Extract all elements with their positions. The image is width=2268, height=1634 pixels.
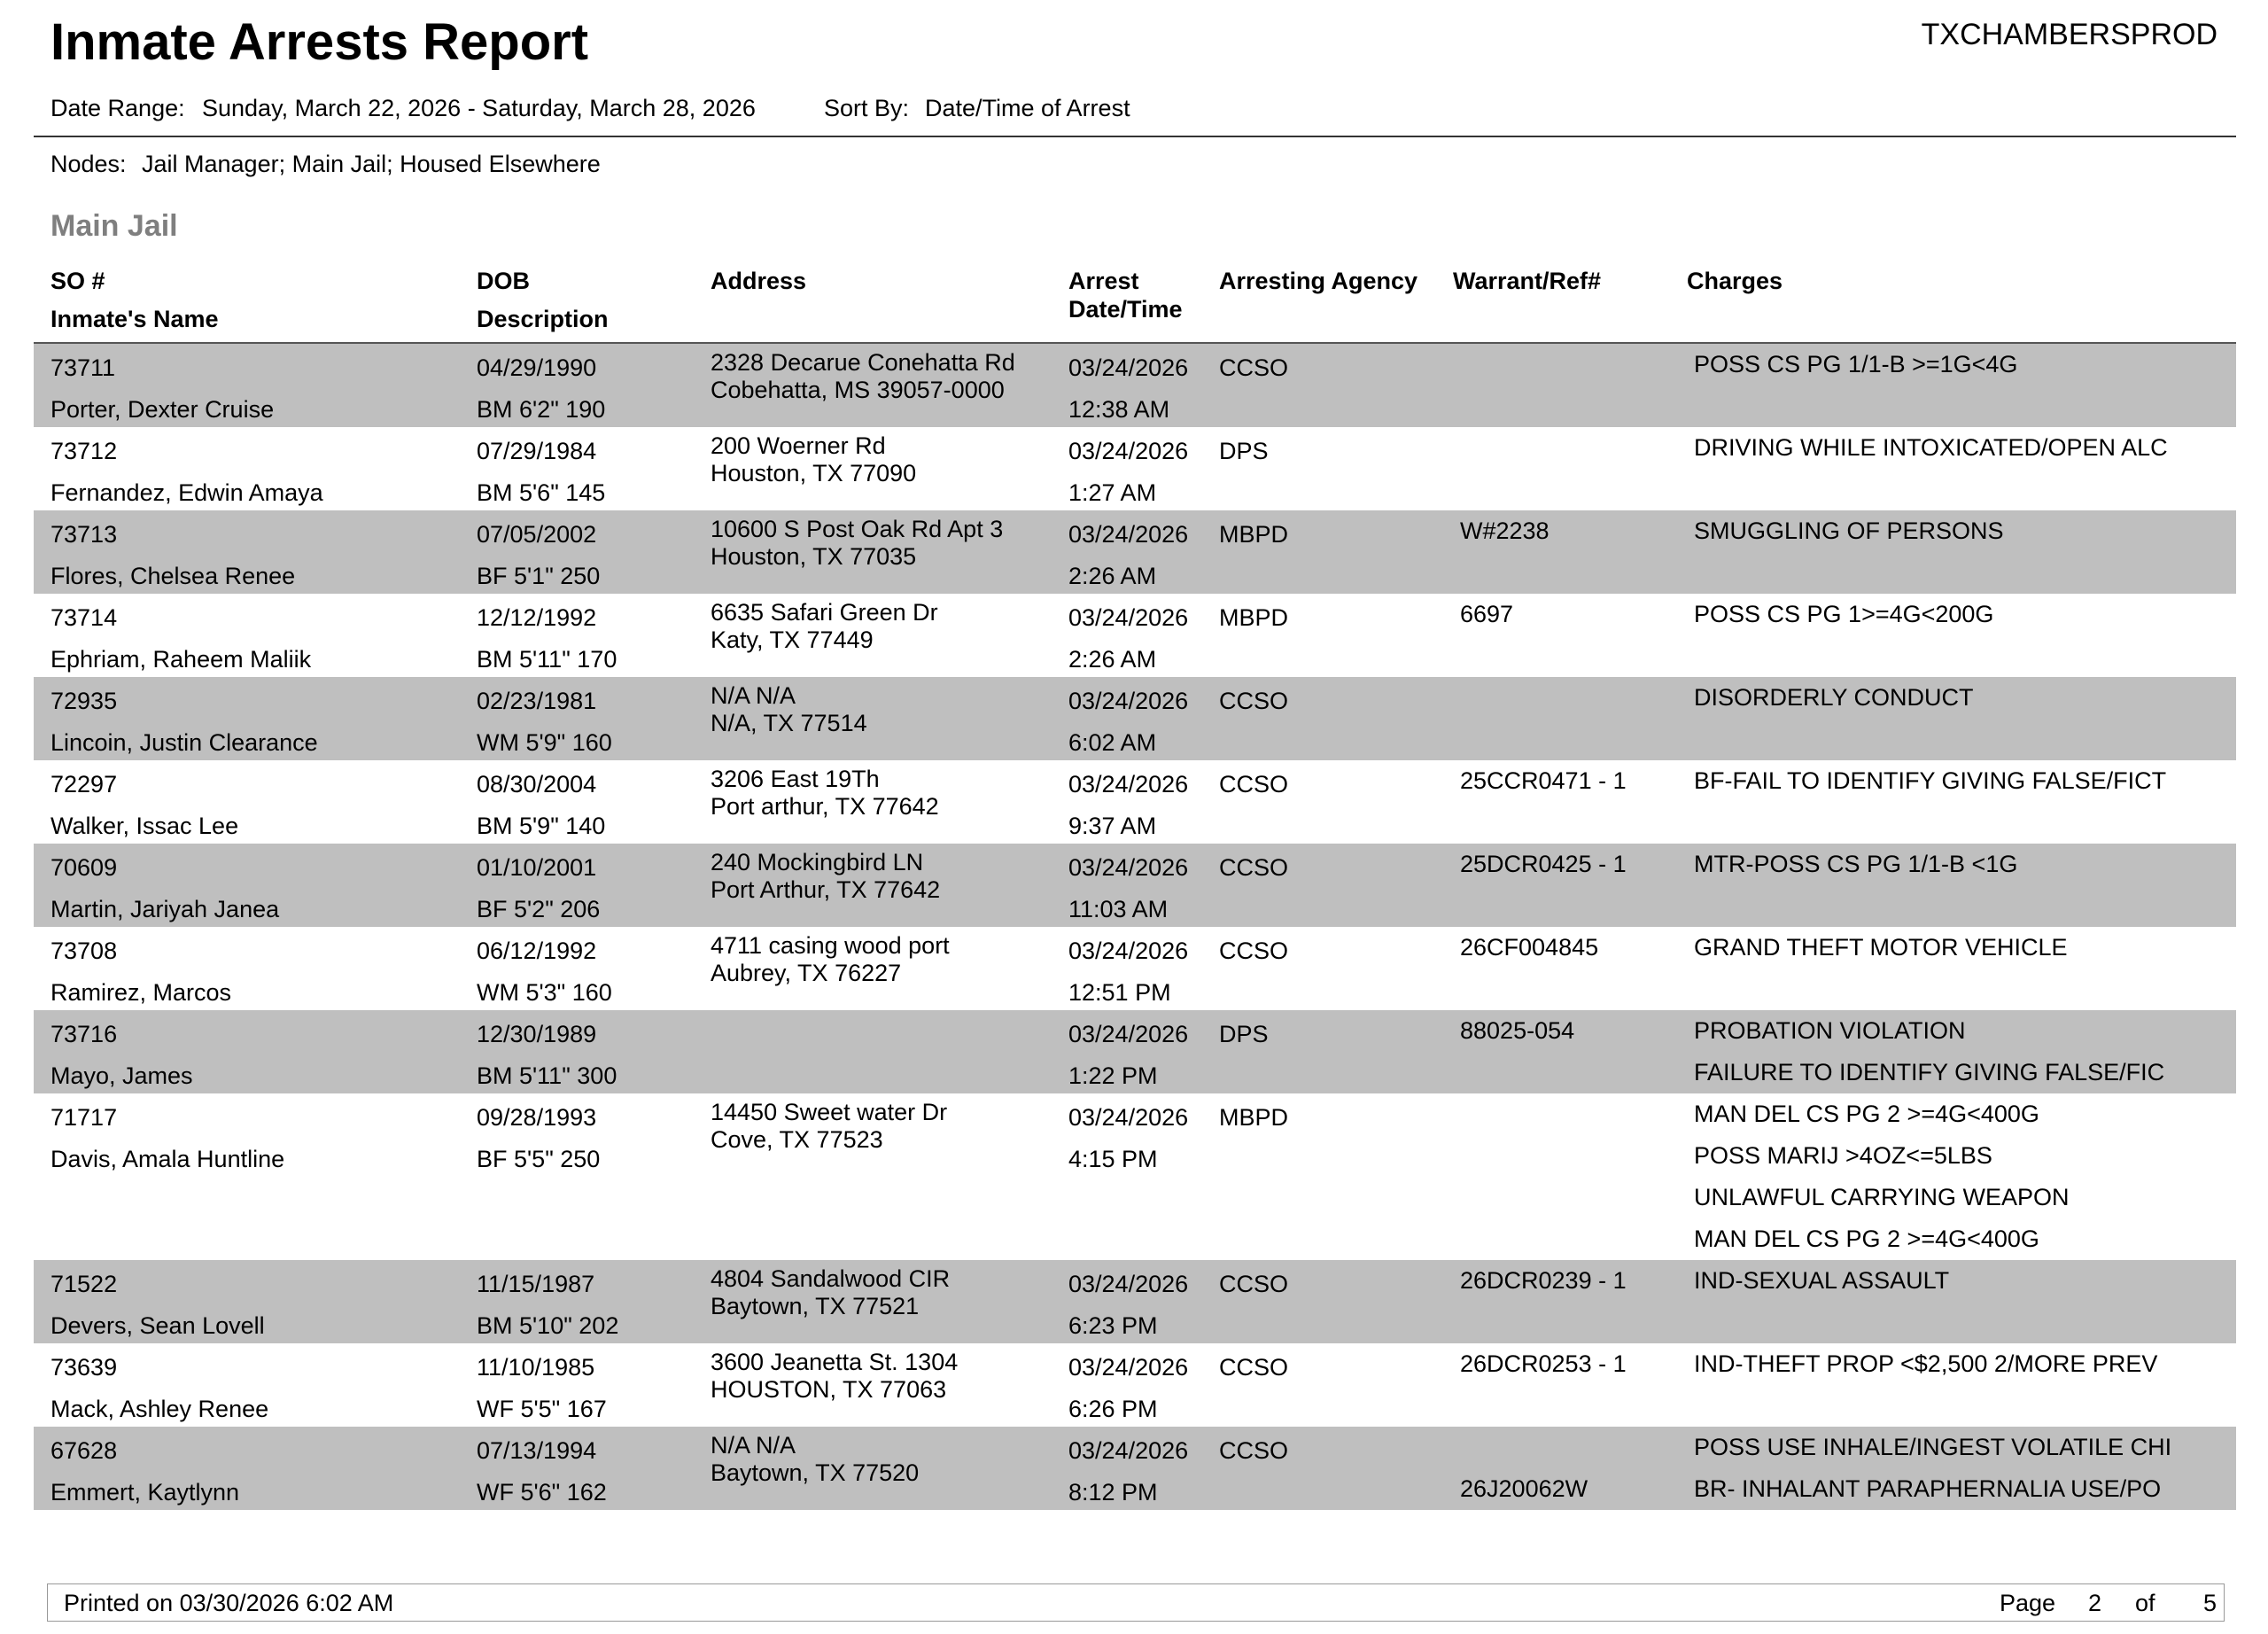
so-number: 71522 — [50, 1271, 118, 1297]
col-header-dob: DOB — [477, 268, 530, 294]
table-row — [34, 927, 2236, 1010]
inmate-name: Lincoin, Justin Clearance — [50, 729, 318, 756]
inmate-name: Ephriam, Raheem Maliik — [50, 646, 312, 673]
page-label: Page — [2000, 1590, 2056, 1616]
table-row — [34, 1010, 2236, 1093]
description: WM 5'9" 160 — [477, 729, 612, 756]
col-header-warrant: Warrant/Ref# — [1453, 268, 1602, 294]
address-line2: Cove, TX 77523 — [711, 1126, 883, 1153]
arrest-date: 03/24/2026 — [1068, 1104, 1189, 1131]
table-row — [34, 344, 2236, 427]
col-header-description: Description — [477, 306, 609, 332]
so-number: 72935 — [50, 688, 118, 714]
header-divider — [34, 136, 2236, 137]
dob: 07/13/1994 — [477, 1437, 597, 1464]
address-line2: Katy, TX 77449 — [711, 626, 874, 653]
arrest-date: 03/24/2026 — [1068, 771, 1189, 798]
address-line1: 2328 Decarue Conehatta Rd — [711, 349, 1015, 376]
description: BF 5'5" 250 — [477, 1146, 601, 1172]
charge: MAN DEL CS PG 2 >=4G<400G — [1694, 1226, 2039, 1252]
dob: 11/10/1985 — [477, 1354, 595, 1381]
arresting-agency: CCSO — [1219, 688, 1289, 714]
charge: IND-SEXUAL ASSAULT — [1694, 1267, 1950, 1294]
address-line2: Port arthur, TX 77642 — [711, 793, 939, 820]
description: BM 5'11" 300 — [477, 1062, 617, 1089]
inmate-name: Davis, Amala Huntline — [50, 1146, 285, 1172]
arrest-date: 03/24/2026 — [1068, 1437, 1189, 1464]
inmate-name: Mack, Ashley Renee — [50, 1396, 269, 1422]
arresting-agency: MBPD — [1219, 604, 1289, 631]
nodes-label: Nodes: — [50, 151, 127, 177]
inmate-name: Mayo, James — [50, 1062, 193, 1089]
col-header-address: Address — [711, 268, 807, 294]
address-line1: 200 Woerner Rd — [711, 432, 886, 459]
arrest-date: 03/24/2026 — [1068, 854, 1189, 881]
inmate-name: Flores, Chelsea Renee — [50, 563, 296, 589]
table-row — [34, 1427, 2236, 1510]
arresting-agency: CCSO — [1219, 1437, 1289, 1464]
charge: POSS CS PG 1/1-B >=1G<4G — [1694, 351, 2018, 377]
so-number: 73708 — [50, 938, 118, 964]
dob: 02/23/1981 — [477, 688, 597, 714]
charge: PROBATION VIOLATION — [1694, 1017, 1966, 1044]
so-number: 73716 — [50, 1021, 118, 1047]
col-header-so: SO # — [50, 268, 105, 294]
table-row — [34, 594, 2236, 677]
description: WF 5'5" 167 — [477, 1396, 607, 1422]
arresting-agency: DPS — [1219, 438, 1269, 464]
description: BM 6'2" 190 — [477, 396, 606, 423]
nodes-value: Jail Manager; Main Jail; Housed Elsewhere — [142, 151, 601, 177]
arrest-time: 2:26 AM — [1068, 646, 1157, 673]
arrest-time: 8:12 PM — [1068, 1479, 1158, 1506]
address-line1: 3206 East 19Th — [711, 766, 880, 792]
description: BM 5'11" 170 — [477, 646, 617, 673]
address-line2: Houston, TX 77035 — [711, 543, 917, 570]
date-range-label: Date Range: — [50, 95, 185, 121]
description: BM 5'9" 140 — [477, 813, 606, 839]
arresting-agency: CCSO — [1219, 771, 1289, 798]
dob: 09/28/1993 — [477, 1104, 597, 1131]
table-row — [34, 427, 2236, 510]
arrest-date: 03/24/2026 — [1068, 438, 1189, 464]
dob: 06/12/1992 — [477, 938, 597, 964]
charge: POSS USE INHALE/INGEST VOLATILE CHI — [1694, 1434, 2172, 1460]
warrant-ref: 26CF004845 — [1460, 934, 1599, 961]
col-header-agency: Arresting Agency — [1219, 268, 1418, 294]
printed-on: Printed on 03/30/2026 6:02 AM — [64, 1590, 394, 1616]
table-row — [34, 1260, 2236, 1343]
arrest-time: 9:37 AM — [1068, 813, 1157, 839]
arrest-date: 03/24/2026 — [1068, 521, 1189, 548]
inmate-name: Devers, Sean Lovell — [50, 1312, 265, 1339]
inmate-name: Martin, Jariyah Janea — [50, 896, 280, 922]
so-number: 67628 — [50, 1437, 118, 1464]
arrest-date: 03/24/2026 — [1068, 1354, 1189, 1381]
address-line2: Aubrey, TX 76227 — [711, 960, 902, 986]
arrest-date: 03/24/2026 — [1068, 1271, 1189, 1297]
warrant-ref: W#2238 — [1460, 517, 1550, 544]
warrant-ref: 26DCR0239 - 1 — [1460, 1267, 1627, 1294]
charge: IND-THEFT PROP <$2,500 2/MORE PREV — [1694, 1350, 2158, 1377]
dob: 08/30/2004 — [477, 771, 597, 798]
arresting-agency: DPS — [1219, 1021, 1269, 1047]
col-header-charges: Charges — [1687, 268, 1783, 294]
warrant-ref: 26DCR0253 - 1 — [1460, 1350, 1627, 1377]
arrest-table-body — [34, 344, 2236, 1510]
description: BM 5'6" 145 — [477, 479, 606, 506]
arresting-agency: CCSO — [1219, 854, 1289, 881]
address-line2: Baytown, TX 77521 — [711, 1293, 920, 1319]
table-row — [34, 760, 2236, 844]
arrest-time: 1:27 AM — [1068, 479, 1157, 506]
address-line2: Houston, TX 77090 — [711, 460, 917, 486]
so-number: 73639 — [50, 1354, 118, 1381]
charge: UNLAWFUL CARRYING WEAPON — [1694, 1184, 2070, 1210]
so-number: 73713 — [50, 521, 118, 548]
of-label: of — [2135, 1590, 2155, 1616]
arresting-agency: MBPD — [1219, 1104, 1289, 1131]
arrest-time: 6:26 PM — [1068, 1396, 1158, 1422]
dob: 04/29/1990 — [477, 354, 597, 381]
table-row — [34, 1343, 2236, 1427]
warrant-ref: 26J20062W — [1460, 1475, 1588, 1502]
so-number: 71717 — [50, 1104, 118, 1131]
arrest-time: 2:26 AM — [1068, 563, 1157, 589]
arrest-time: 11:03 AM — [1068, 896, 1169, 922]
section-title: Main Jail — [50, 209, 178, 243]
so-number: 70609 — [50, 854, 118, 881]
page-number: 2 — [2088, 1590, 2102, 1616]
arrest-date: 03/24/2026 — [1068, 1021, 1189, 1047]
charge: POSS MARIJ >4OZ<=5LBS — [1694, 1142, 1992, 1169]
arresting-agency: CCSO — [1219, 1354, 1289, 1381]
dob: 11/15/1987 — [477, 1271, 595, 1297]
description: BF 5'1" 250 — [477, 563, 601, 589]
address-line1: 6635 Safari Green Dr — [711, 599, 938, 626]
address-line1: 240 Mockingbird LN — [711, 849, 924, 875]
address-line1: 3600 Jeanetta St. 1304 — [711, 1349, 959, 1375]
so-number: 72297 — [50, 771, 118, 798]
table-row — [34, 844, 2236, 927]
address-line2: Baytown, TX 77520 — [711, 1459, 920, 1486]
page-footer — [47, 1583, 2225, 1622]
arrest-time: 6:02 AM — [1068, 729, 1157, 756]
arrest-date: 03/24/2026 — [1068, 604, 1189, 631]
dob: 07/05/2002 — [477, 521, 597, 548]
sort-label: Sort By: — [824, 95, 910, 121]
charge: BF-FAIL TO IDENTIFY GIVING FALSE/FICT — [1694, 767, 2167, 794]
address-line1: 4804 Sandalwood CIR — [711, 1265, 951, 1292]
charge: FAILURE TO IDENTIFY GIVING FALSE/FIC — [1694, 1059, 2165, 1085]
inmate-name: Emmert, Kaytlynn — [50, 1479, 240, 1506]
charge: MAN DEL CS PG 2 >=4G<400G — [1694, 1101, 2039, 1127]
inmate-name: Ramirez, Marcos — [50, 979, 232, 1006]
address-line1: N/A N/A — [711, 1432, 796, 1459]
description: BM 5'10" 202 — [477, 1312, 619, 1339]
dob: 07/29/1984 — [477, 438, 597, 464]
sort-value: Date/Time of Arrest — [925, 95, 1130, 121]
col-header-name: Inmate's Name — [50, 306, 219, 332]
table-row — [34, 677, 2236, 760]
so-number: 73711 — [50, 354, 116, 381]
so-number: 73712 — [50, 438, 118, 464]
address-line2: Cobehatta, MS 39057-0000 — [711, 377, 1005, 403]
arresting-agency: CCSO — [1219, 938, 1289, 964]
arrest-time: 6:23 PM — [1068, 1312, 1158, 1339]
col-header-arrest: Arrest — [1068, 268, 1139, 294]
inmate-name: Porter, Dexter Cruise — [50, 396, 275, 423]
table-row — [34, 1093, 2236, 1260]
dob: 12/12/1992 — [477, 604, 597, 631]
charge: POSS CS PG 1>=4G<200G — [1694, 601, 1994, 627]
address-line1: N/A N/A — [711, 682, 796, 709]
arresting-agency: MBPD — [1219, 521, 1289, 548]
arrest-time: 4:15 PM — [1068, 1146, 1158, 1172]
arresting-agency: CCSO — [1219, 354, 1289, 381]
address-line1: 14450 Sweet water Dr — [711, 1099, 948, 1125]
inmate-name: Walker, Issac Lee — [50, 813, 239, 839]
description: WF 5'6" 162 — [477, 1479, 607, 1506]
address-line2: HOUSTON, TX 77063 — [711, 1376, 947, 1403]
charge: DISORDERLY CONDUCT — [1694, 684, 1974, 711]
report-title: Inmate Arrests Report — [50, 13, 589, 71]
arrest-time: 12:38 AM — [1068, 396, 1170, 423]
arrest-time: 12:51 PM — [1068, 979, 1171, 1006]
charge: BR- INHALANT PARAPHERNALIA USE/PO — [1694, 1475, 2162, 1502]
inmate-name: Fernandez, Edwin Amaya — [50, 479, 323, 506]
so-number: 73714 — [50, 604, 118, 631]
description: WM 5'3" 160 — [477, 979, 612, 1006]
warrant-ref: 25CCR0471 - 1 — [1460, 767, 1627, 794]
table-row — [34, 510, 2236, 594]
dob: 12/30/1989 — [477, 1021, 597, 1047]
warrant-ref: 88025-054 — [1460, 1017, 1575, 1044]
dob: 01/10/2001 — [477, 854, 597, 881]
system-name: TXCHAMBERSPROD — [1921, 18, 2218, 51]
address-line2: Port Arthur, TX 77642 — [711, 876, 941, 903]
charge: DRIVING WHILE INTOXICATED/OPEN ALC — [1694, 434, 2168, 461]
address-line1: 4711 casing wood port — [711, 932, 950, 959]
warrant-ref: 6697 — [1460, 601, 1514, 627]
warrant-ref: 25DCR0425 - 1 — [1460, 851, 1627, 877]
page-total: 5 — [2203, 1590, 2218, 1616]
arrest-date: 03/24/2026 — [1068, 688, 1189, 714]
charge: SMUGGLING OF PERSONS — [1694, 517, 2004, 544]
description: BF 5'2" 206 — [477, 896, 601, 922]
arrest-date: 03/24/2026 — [1068, 354, 1189, 381]
arresting-agency: CCSO — [1219, 1271, 1289, 1297]
address-line1: 10600 S Post Oak Rd Apt 3 — [711, 516, 1004, 542]
col-header-datetime: Date/Time — [1068, 296, 1183, 323]
address-line2: N/A, TX 77514 — [711, 710, 867, 736]
date-range-value: Sunday, March 22, 2026 - Saturday, March 28, 2026 — [202, 95, 756, 121]
charge: GRAND THEFT MOTOR VEHICLE — [1694, 934, 2068, 961]
arrest-date: 03/24/2026 — [1068, 938, 1189, 964]
arrest-time: 1:22 PM — [1068, 1062, 1158, 1089]
charge: MTR-POSS CS PG 1/1-B <1G — [1694, 851, 2018, 877]
